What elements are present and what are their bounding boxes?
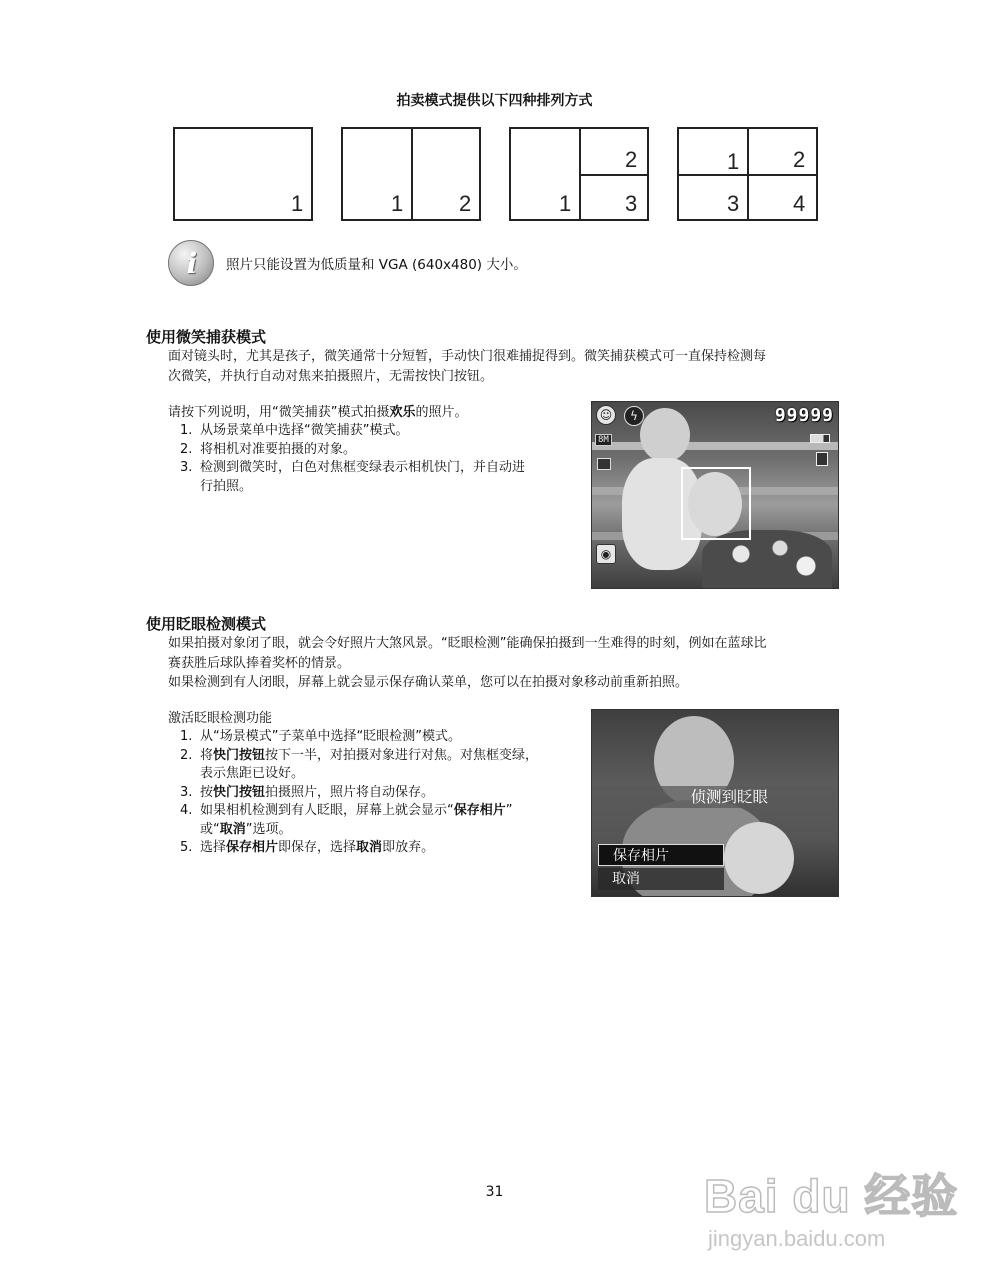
layout-cell-number: 2: [459, 191, 472, 216]
layout-cell-number: 1: [291, 191, 304, 216]
layout-diagram-four-cell: [677, 127, 818, 221]
watermark-url: jingyan.baidu.com: [708, 1226, 886, 1251]
child-head-shape: [640, 408, 690, 462]
layout-diagram-two-column: [341, 127, 481, 221]
layout-cell-number: 2: [793, 147, 806, 172]
blink-detected-message: 侦测到眨眼: [690, 788, 768, 806]
watermark-logo-text: Bai du 经验: [704, 1170, 959, 1222]
stairs-shape: [592, 442, 839, 450]
save-photo-option[interactable]: 保存相片: [598, 844, 724, 866]
layout-divider: [411, 129, 413, 219]
smile-intro-line: 次微笑，并执行自动对焦来拍摄照片，无需按快门按钮。: [168, 369, 494, 384]
section-title-blink: 使用眨眼检测模式: [146, 615, 267, 633]
blink-steps-list: [180, 728, 538, 858]
layout-cell-number: 3: [625, 191, 638, 216]
baby-face-shape: [724, 822, 794, 894]
card-icon: [816, 452, 828, 466]
list-item: 2. 将相机对准要拍摄的对象。: [180, 441, 357, 457]
smile-intro-line: 面对镜头时，尤其是孩子，微笑通常十分短暂，手动快门很难捕捉得到。微笑捕获模式可一直保持检测每: [168, 349, 767, 364]
list-item: 1. 从场景菜单中选择“微笑捕获”模式。: [180, 423, 409, 438]
info-note-text: 照片只能设置为低质量和 VGA (640x480) 大小。: [226, 257, 527, 273]
face-detect-icon: ◉: [596, 544, 616, 564]
resolution-badge: 8M: [595, 434, 612, 446]
list-item: 3. 检测到微笑时，白色对焦框变绿表示相机快门，并自动进 行拍照。: [180, 460, 526, 494]
smile-capture-screen-image: [591, 401, 839, 589]
smile-steps-list: [180, 422, 525, 496]
layout-cell-number: 1: [559, 191, 572, 216]
image-quality-icon: [597, 458, 611, 470]
layout-cell-number: 2: [625, 147, 638, 172]
smile-instruction: 请按下列说明，用“微笑捕获”模式拍摄欢乐的照片。: [168, 405, 468, 420]
shot-counter: 99999: [774, 405, 834, 426]
blink-para-line: 如果拍摄对象闭了眼，就会令好照片大煞风景。“眨眼检测”能确保拍摄到一生难得的时刻，例如在蓝球比: [168, 636, 767, 651]
page-number: 31: [485, 1184, 504, 1200]
layout-cell-number: 4: [793, 191, 806, 216]
list-item: 5. 选择保存相片即保存，选择取消即放弃。: [180, 840, 435, 855]
layout-divider: [579, 174, 647, 176]
flash-icon: ϟ: [624, 406, 644, 426]
list-item: 3. 按快门按钮拍摄照片，照片将自动保存。: [180, 784, 435, 800]
blink-para-line: 如果检测到有人闭眼，屏幕上就会显示保存确认菜单，您可以在拍摄对象移动前重新拍照。: [168, 675, 689, 690]
layout-cell-number: 1: [727, 149, 740, 174]
smile-mode-icon: ☺: [596, 405, 616, 425]
blink-activate-label: 激活眨眼检测功能: [168, 711, 273, 726]
face-detection-frame: [681, 467, 751, 540]
info-icon: i: [168, 240, 214, 286]
layout-caption: 拍卖模式提供以下四种排列方式: [396, 93, 593, 109]
list-item: 2. 将快门按钮按下一半，对拍摄对象进行对焦。对焦框变绿， 表示焦距已设好。: [180, 747, 539, 781]
list-item: 1. 从“场景模式”子菜单中选择“眨眼检测”模式。: [180, 729, 461, 744]
cancel-option[interactable]: 取消: [598, 868, 724, 890]
battery-icon: [810, 434, 830, 443]
layout-cell-number: 1: [391, 191, 404, 216]
layout-divider: [679, 174, 816, 176]
blink-detect-screen-image: [591, 709, 839, 897]
layout-diagram-single: [173, 127, 313, 221]
list-item: 4. 如果相机检测到有人眨眼，屏幕上就会显示“保存相片” 或“取消”选项。: [180, 803, 513, 837]
blink-para-line: 赛获胜后球队捧着奖杯的情景。: [168, 656, 351, 671]
layout-cell-number: 3: [727, 191, 740, 216]
baidu-watermark: [700, 1140, 970, 1260]
section-title-smile: 使用微笑捕获模式: [146, 328, 267, 346]
layout-diagram-three-cell: [509, 127, 649, 221]
